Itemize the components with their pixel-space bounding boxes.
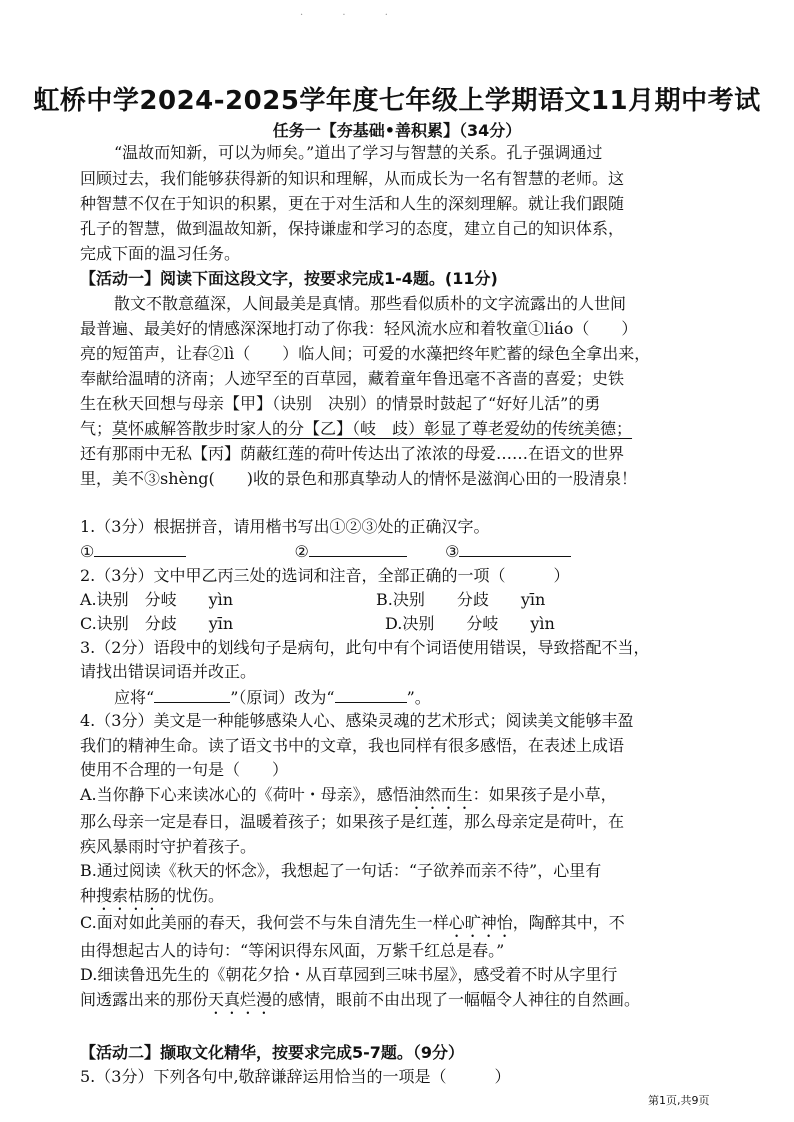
passage-line: 还有那雨中无私【丙】荫蔽红莲的荷叶传达出了浓浓的母爱……在语文的世界 — [80, 444, 625, 463]
answer-text: ”（原词）改为“ — [230, 688, 335, 707]
option-text: 的感情，眼前不由出现了一幅幅令人神往的自然画。 — [272, 990, 641, 1009]
passage-line: 奉献给温晴的济南；人迹罕至的百草园，藏着童年鲁迅毫不吝啬的喜爱；史铁 — [80, 369, 625, 388]
option-c: C.诀别 分歧 yīn — [80, 614, 234, 633]
question-5-stem: 5.（3分）下列各句中,敬辞谦辞运用恰当的一项是（ ） — [80, 1067, 511, 1086]
passage-line — [80, 418, 632, 440]
option-text: 的忧伤。 — [160, 886, 225, 905]
option-text: ：如果孩子是小草， — [472, 785, 617, 804]
option-text: C.面对如此美丽的春天，我何尝不与朱自清先生一样 — [80, 913, 449, 932]
option-a: 那么母亲一定是春日，温暖着孩子；如果孩子是红莲，那么母亲定是荷叶，在 — [80, 812, 625, 831]
page-title: 虹桥中学2024-2025学年度七年级上学期语文11月期中考试 — [33, 86, 761, 116]
option-text: ，陶醉其中，不 — [512, 913, 625, 932]
idiom: 搜索枯肠 — [96, 886, 161, 905]
intro-line: 回顾过去，我们能够获得新的知识和理解，从而成长为一名有智慧的老师。这 — [80, 169, 625, 188]
option-text: A.当你静下心来读冰心的《荷叶・母亲》，感悟 — [80, 785, 409, 804]
intro-line: “温故而知新，可以为师矣。”道出了学习与智慧的关系。孔子强调通过 — [114, 143, 603, 162]
question-3-stem: 3.（2分）语段中的划线句子是病句，此句中有个词语使用错误，导致搭配不当， — [80, 638, 650, 657]
option-c — [80, 912, 625, 941]
blank-marker: ② — [294, 542, 309, 561]
question-3-answer — [114, 686, 431, 709]
blank-marker: ③ — [445, 542, 460, 561]
passage-line: 里，美不③shèng( )收的景色和那真挚动人的情怀是滋润心田的一股清泉！ — [80, 469, 638, 488]
answer-blank[interactable] — [335, 686, 407, 703]
answer-blank[interactable] — [154, 686, 230, 703]
option-b — [80, 885, 224, 914]
question-4-stem: 使用不合理的一句是（ ） — [80, 760, 289, 779]
option-a: 疾风暴雨时守护着孩子。 — [80, 837, 257, 856]
idiom: 天真烂漫 — [208, 990, 273, 1009]
question-1-blanks — [80, 540, 571, 563]
answer-blank[interactable] — [94, 540, 186, 557]
option-b: B.通过阅读《秋天的怀念》，我想起了一句话：“子欲养而亲不待”，心里有 — [80, 861, 602, 880]
question-4-stem: 4.（3分）美文是一种能够感染人心、感染灵魂的艺术形式；阅读美文能够丰盈 — [80, 711, 634, 730]
option-c: 由得想起古人的诗句：“等闲识得东风面，万紫千红总是春。” — [80, 941, 505, 960]
idiom: 油然而生 — [408, 785, 473, 804]
option-a: A.诀别 分岐 yìn — [80, 590, 234, 609]
passage-line: 最普遍、最美好的情感深深地打动了你我：轻风流水应和着牧童①liáo（ ） — [80, 319, 638, 338]
intro-line: 孔子的智慧，做到温故知新，保持谦虚和学习的态度，建立自己的知识体系， — [80, 219, 625, 238]
activity-two-heading: 【活动二】撷取文化精华，按要求完成5-7题。（9分） — [80, 1043, 465, 1062]
answer-blank[interactable] — [459, 540, 571, 557]
option-a — [80, 784, 617, 813]
option-text: 间透露出来的那份 — [80, 990, 209, 1009]
option-d: D.决别 分岐 yìn — [385, 614, 555, 633]
passage-line: 生在秋天回想与母亲【甲】（诀别 决别）的情景时鼓起了“好好儿活”的勇 — [80, 394, 601, 413]
passage-line: 散文不散意蕴深，人间最美是真情。那些看似质朴的文字流露出的人世间 — [114, 294, 627, 313]
intro-line: 完成下面的温习任务。 — [80, 244, 241, 263]
question-1-stem: 1.（3分）根据拼音，请用楷书写出①②③处的正确汉字。 — [80, 517, 490, 536]
question-4-stem: 我们的精神生命。读了语文书中的文章，我也同样有很多感悟，在表述上成语 — [80, 736, 625, 755]
intro-line: 种智慧不仅在于知识的积累，更在于对生活和人生的深刻理解。就让我们跟随 — [80, 194, 625, 213]
option-b: B.决别 分歧 yīn — [376, 590, 546, 609]
question-3-stem: 请找出错误词语并改正。 — [80, 662, 257, 681]
passage-line: 亮的短笛声，让春②lì（ ）临人间；可爱的水藻把终年贮蓄的绿色全拿出来， — [80, 344, 651, 363]
task-heading: 任务一【夯基础•善积累】（34分） — [272, 121, 522, 140]
underlined-sentence: 莫怀戚解答散步时家人的分【乙】（岐 歧）彰显了尊老爱幼的传统美德； — [112, 419, 633, 438]
answer-blank[interactable] — [309, 540, 407, 557]
answer-text: 应将“ — [114, 688, 155, 707]
option-d: D.细读鲁迅先生的《朝花夕拾・从百草园到三味书屋》，感受着不时从字里行 — [80, 965, 618, 984]
passage-text: 气； — [80, 419, 113, 438]
blank-marker: ① — [80, 542, 95, 561]
option-d — [80, 989, 640, 1018]
option-text: 种 — [80, 886, 97, 905]
header-dots: · · · — [300, 10, 406, 21]
question-2-stem: 2.（3分）文中甲乙丙三处的选词和注音，全部正确的一项（ ） — [80, 566, 570, 585]
answer-text: ”。 — [406, 688, 431, 707]
activity-one-heading: 【活动一】阅读下面这段文字，按要求完成1-4题。(11分) — [80, 269, 498, 288]
idiom: 心旷神怡 — [448, 913, 513, 932]
page-number: 第1页,共9页 — [648, 1094, 710, 1107]
